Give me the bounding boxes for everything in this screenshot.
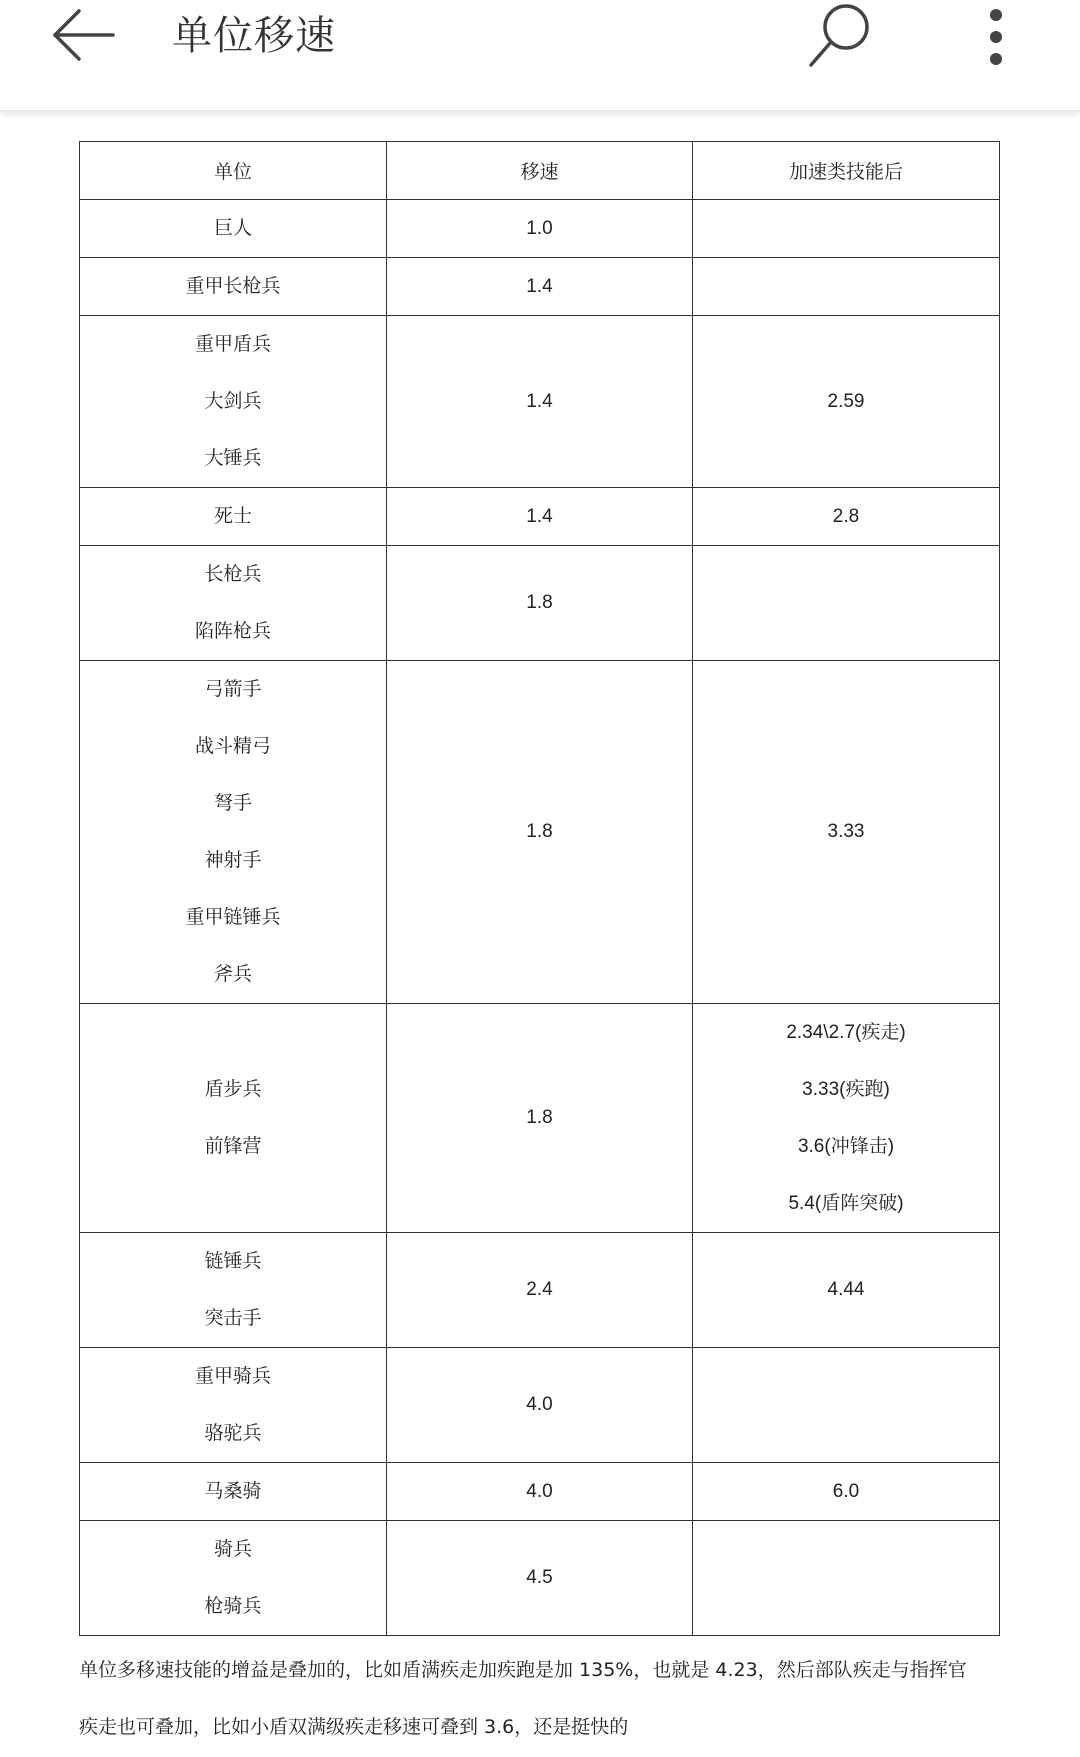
unit-cell [80,1463,387,1521]
speed-cell: 1.8 [387,1004,693,1233]
unit-name: 枪骑兵 [204,1595,262,1617]
header-speed: 移速 [387,142,693,200]
article-content [79,141,999,1756]
unit-name: 弩手 [213,792,252,814]
more-vertical-icon [986,5,1006,67]
table-row [80,1521,1000,1636]
header-unit: 单位 [80,142,387,200]
table-row [80,488,1000,546]
speed-cell: 1.4 [387,258,693,316]
speed-cell: 1.0 [387,200,693,258]
footnote-line: 疾走也可叠加，比如小盾双满级疾走移速可叠到 3.6，还是挺快的 [79,1716,629,1738]
unit-name: 大剑兵 [204,390,262,412]
boosted-cell [693,1004,1000,1233]
table-row [80,546,1000,661]
unit-name: 骑兵 [213,1538,252,1560]
unit-name: 盾步兵 [204,1078,262,1100]
boosted-value: 2.34\2.7(疾走) [786,1022,906,1043]
more-button[interactable] [966,0,1026,72]
app-bar [0,0,1080,111]
unit-cell [80,1004,387,1233]
unit-name: 链锤兵 [204,1250,262,1272]
unit-name: 战斗精弓 [194,735,271,757]
boosted-value: 4.44 [827,1279,865,1300]
boosted-value: 3.6(冲锋击) [797,1136,895,1157]
footnote-line: 单位多移速技能的增益是叠加的，比如盾满疾走加疾跑是加 135%，也就是 4.23，然后部队疾走与指挥官 [79,1659,967,1681]
boosted-cell [693,258,1000,316]
unit-name: 马桑骑 [204,1480,262,1502]
unit-name: 前锋营 [204,1135,262,1157]
back-button[interactable] [36,2,132,68]
unit-cell [80,546,387,661]
unit-name: 重甲骑兵 [194,1365,271,1387]
boosted-cell [693,488,1000,546]
table-row [80,1004,1000,1233]
speed-cell: 4.0 [387,1348,693,1463]
unit-cell [80,200,387,258]
unit-name: 重甲链锤兵 [185,906,281,928]
table-row [80,200,1000,258]
search-button[interactable] [800,0,880,72]
unit-name: 神射手 [204,849,262,871]
boosted-cell [693,1233,1000,1348]
unit-cell [80,488,387,546]
footnote-text [79,1642,999,1756]
boosted-cell [693,1348,1000,1463]
page-title: 单位移速 [172,13,336,59]
boosted-value: 6.0 [832,1480,860,1502]
speed-cell: 1.4 [387,316,693,488]
arrow-left-icon [51,7,117,63]
speed-cell: 1.8 [387,661,693,1004]
speed-cell: 4.5 [387,1521,693,1636]
unit-cell [80,258,387,316]
unit-name: 大锤兵 [204,447,262,469]
boosted-cell [693,316,1000,488]
table-row [80,1463,1000,1521]
header-boosted-speed: 加速类技能后 [693,142,1000,200]
search-icon [805,1,875,71]
unit-speed-table [79,141,1000,1636]
speed-cell: 1.8 [387,546,693,661]
unit-cell [80,1233,387,1348]
table-row [80,258,1000,316]
speed-cell: 2.4 [387,1233,693,1348]
unit-name: 陷阵枪兵 [194,620,271,642]
unit-name: 重甲长枪兵 [185,275,281,297]
boosted-value: 5.4(盾阵突破) [788,1193,904,1214]
boosted-cell [693,661,1000,1004]
boosted-cell [693,1463,1000,1521]
boosted-value: 2.8 [832,505,860,527]
unit-cell [80,1521,387,1636]
unit-name: 巨人 [213,217,252,239]
table-row [80,1233,1000,1348]
boosted-value: 3.33(疾跑) [802,1079,890,1100]
table-row [80,316,1000,488]
table-row [80,1348,1000,1463]
unit-name: 骆驼兵 [204,1422,262,1444]
boosted-cell [693,200,1000,258]
unit-name: 斧兵 [213,963,252,985]
unit-cell [80,1348,387,1463]
unit-name: 死士 [213,505,252,527]
speed-cell: 4.0 [387,1463,693,1521]
table-header-row [80,142,1000,200]
unit-name: 长枪兵 [204,563,262,585]
unit-cell [80,316,387,488]
table-row [80,661,1000,1004]
boosted-cell [693,546,1000,661]
unit-name: 弓箭手 [204,678,262,700]
unit-cell [80,661,387,1004]
boosted-value: 2.59 [827,390,865,412]
boosted-value: 3.33 [827,821,865,842]
unit-name: 突击手 [204,1307,262,1329]
boosted-cell [693,1521,1000,1636]
unit-name: 重甲盾兵 [194,333,271,355]
speed-cell: 1.4 [387,488,693,546]
